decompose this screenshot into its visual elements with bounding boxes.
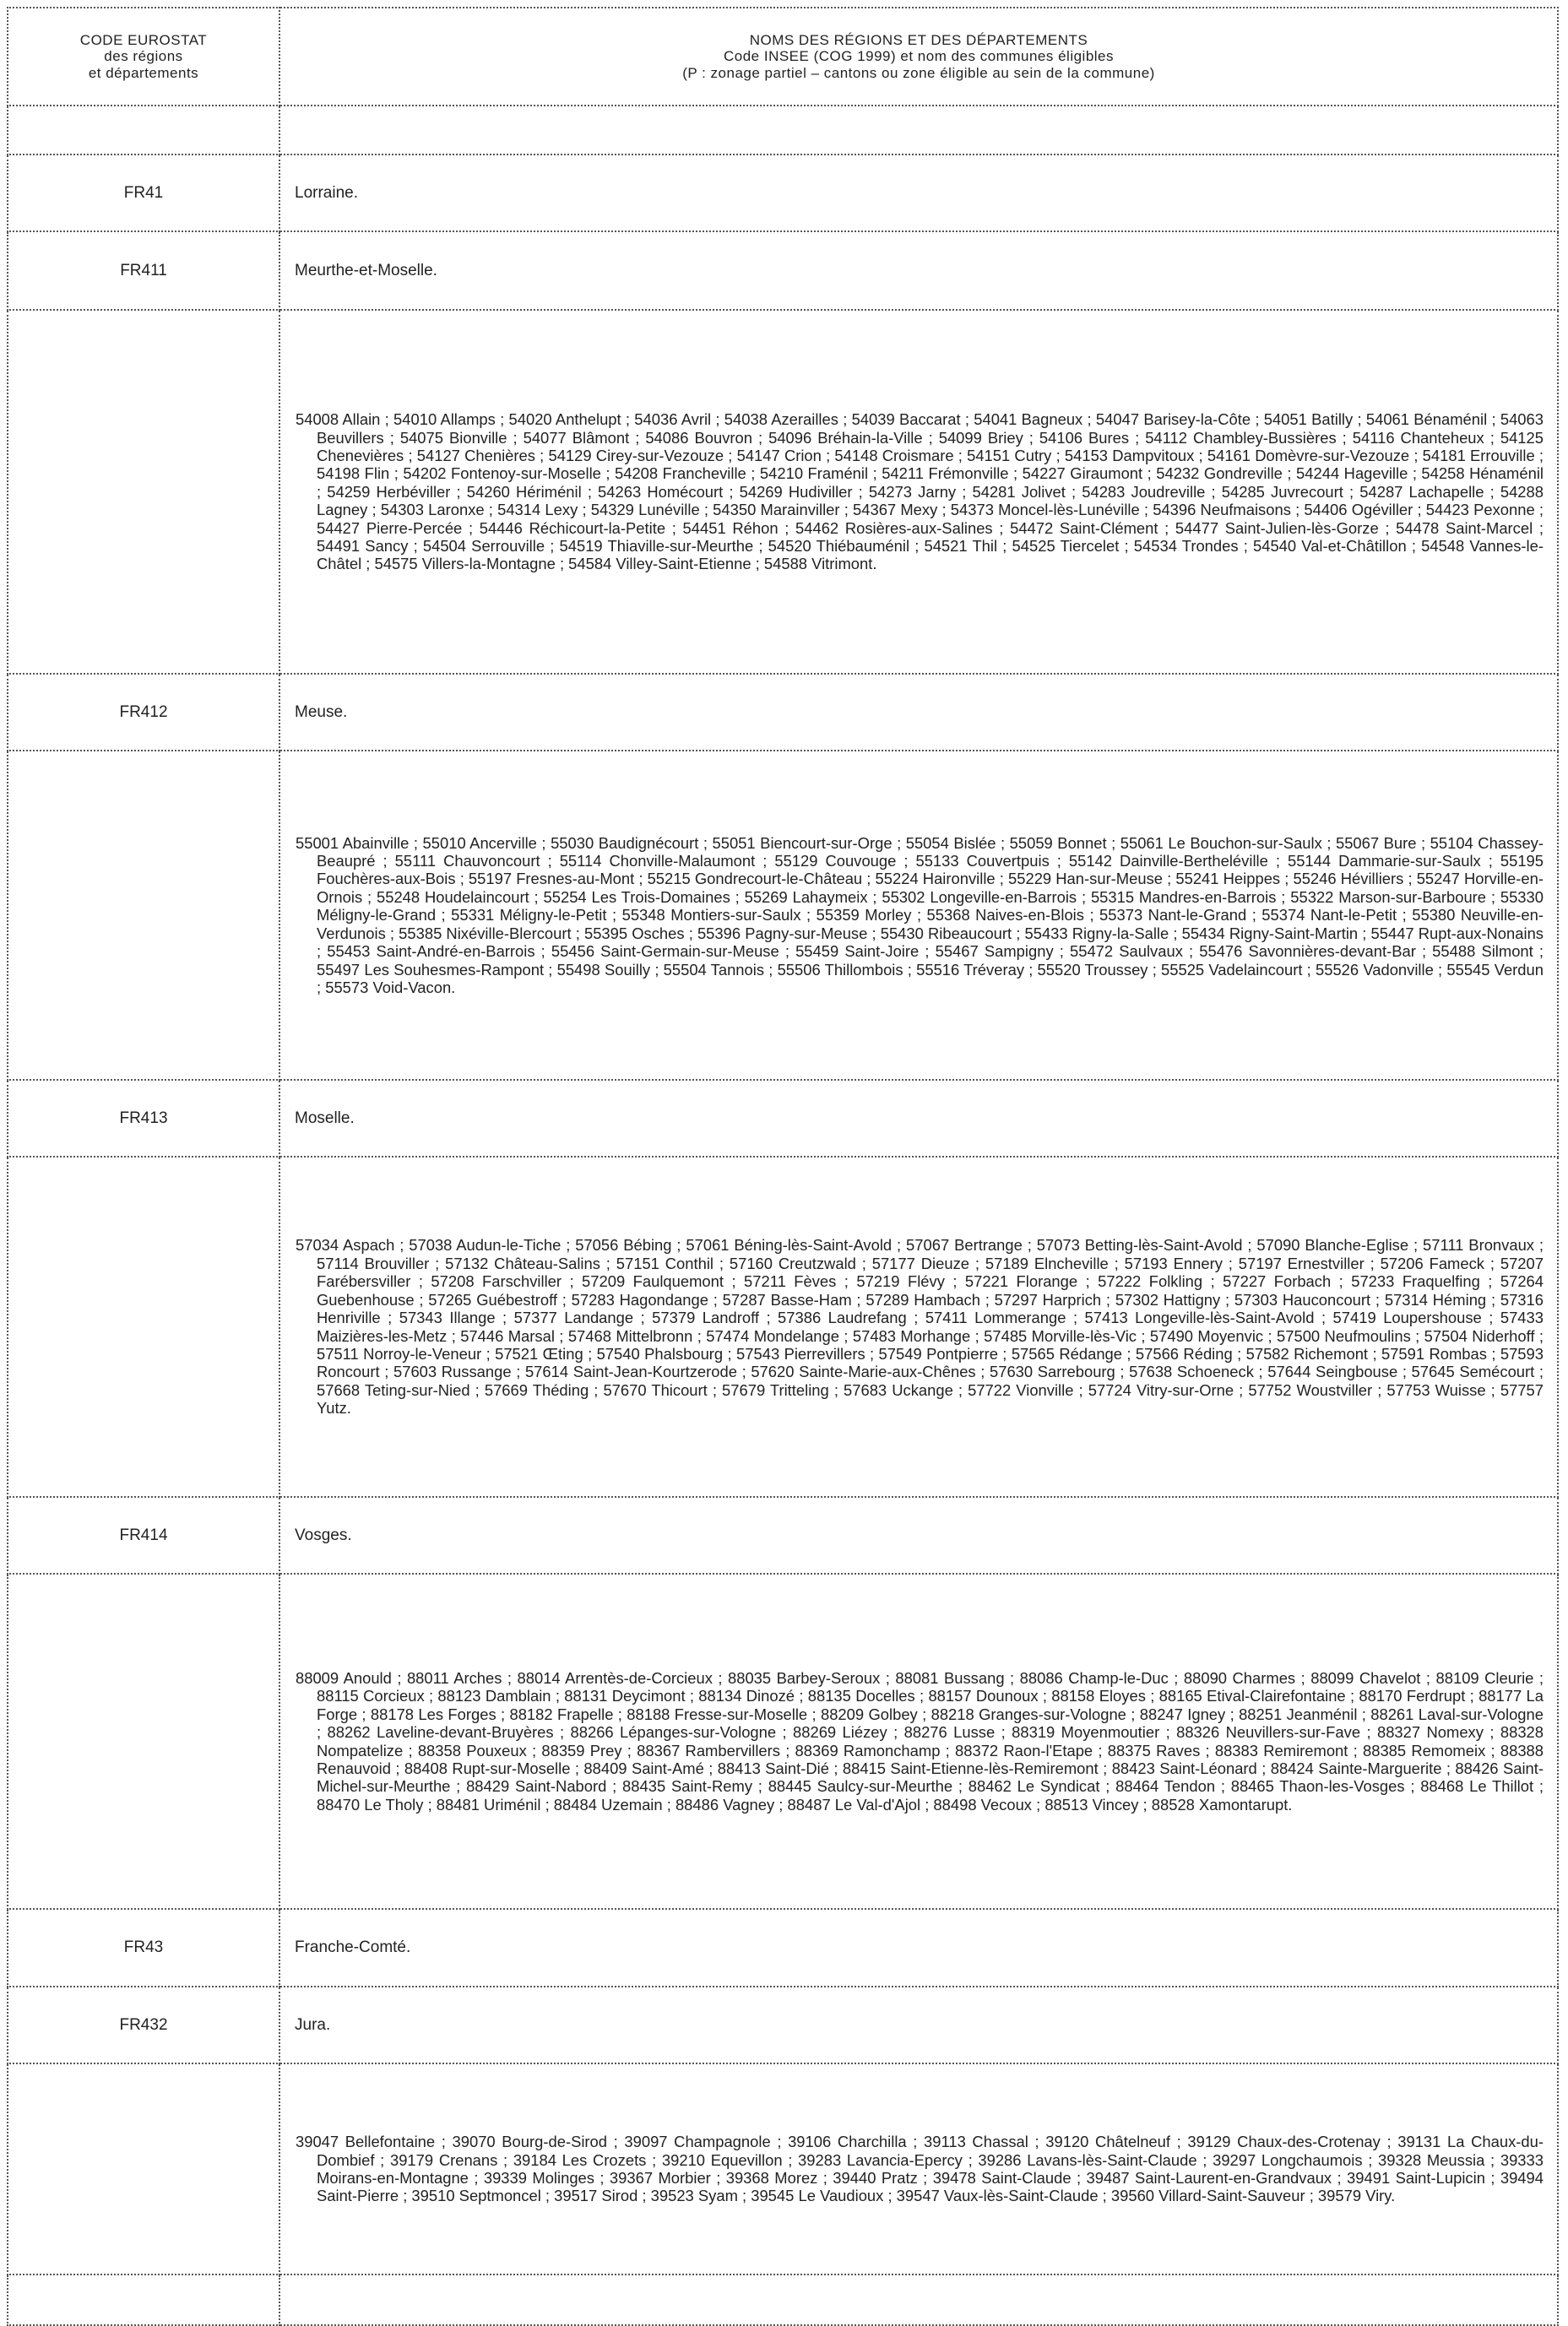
department-name: Meurthe-et-Moselle. (279, 231, 1558, 310)
eurostat-code: FR414 (8, 1497, 279, 1574)
table-row (8, 1574, 1558, 1909)
table-row (8, 751, 1558, 1080)
header-code-line: des régions (104, 48, 183, 65)
communes-list (279, 751, 1558, 1080)
header-code-line: CODE EUROSTAT (79, 31, 208, 48)
header-names-line: NOMS DES RÉGIONS ET DES DÉPARTEMENTS (749, 31, 1088, 48)
communes-text: 39047 Bellefontaine ; 39070 Bourg-de-Sirod ; 39097 Champagnole ; 39106 Charchilla ; 39113 Chassal ; 39120 Châtelneuf ; 39129 Chaux-des-Crotenay ; 39131 La Chaux-du-Dombief ; 39179 Crenans ; 39184 Les Crozets ; 39210 Equevillon ; 39283 Lavancia-Epercy ; 39286 Lavans-lès-Saint-Claude ; 39297 Longchaumois ; 39328 Meussia ; 39333 Moirans-en-Montagne ; 39339 Molinges ; 39367 Morbier ; 39368 Morez ; 39440 Pratz ; 39478 Saint-Claude ; 39487 Saint-Laurent-en-Grandvaux ; 39491 Saint-Lupicin ; 39494 Saint-Pierre ; 39510 Septmoncel ; 39517 Sirod ; 39523 Syam ; 39545 Le Vaudioux ; 39547 Vaux-lès-Saint-Claude ; 39560 Villard-Saint-Sauveur ; 39579 Viry. (296, 2133, 1544, 2205)
spacer-row (8, 2274, 1558, 2325)
eurostat-code: FR412 (8, 674, 279, 751)
table-row (8, 1080, 1558, 1157)
communes-list (279, 310, 1558, 674)
region-name: Lorraine. (279, 155, 1558, 231)
department-name: Moselle. (279, 1080, 1558, 1157)
communes-list (279, 2063, 1558, 2274)
communes-list (279, 1574, 1558, 1909)
department-name: Vosges. (279, 1497, 1558, 1574)
spacer-row (8, 106, 1558, 155)
table-row (8, 2063, 1558, 2274)
table-row (8, 1497, 1558, 1574)
communes-text: 55001 Abainville ; 55010 Ancerville ; 55030 Baudignécourt ; 55051 Biencourt-sur-Orge ; 55054 Bislée ; 55059 Bonnet ; 55061 Le Bouchon-sur-Saulx ; 55067 Bure ; 55104 Chassey-Beaupré ; 55111 Chauvoncourt ; 55114 Chonville-Malaumont ; 55129 Couvouge ; 55133 Couvertpuis ; 55142 Dainville-Bertheléville ; 55144 Dammarie-sur-Saulx ; 55195 Fouchères-aux-Bois ; 55197 Fresnes-au-Mont ; 55215 Gondrecourt-le-Château ; 55224 Haironville ; 55229 Han-sur-Meuse ; 55241 Heippes ; 55246 Hévilliers ; 55247 Horville-en-Ornois ; 55248 Houdelaincourt ; 55254 Les Trois-Domaines ; 55269 Lahaymeix ; 55302 Longeville-en-Barrois ; 55315 Mandres-en-Barrois ; 55322 Marson-sur-Barboure ; 55330 Méligny-le-Grand ; 55331 Méligny-le-Petit ; 55348 Montiers-sur-Saulx ; 55359 Morley ; 55368 Naives-en-Blois ; 55373 Nant-le-Grand ; 55374 Nant-le-Petit ; 55380 Neuville-en-Verdunois ; 55385 Nixéville-Blercourt ; 55395 Osches ; 55396 Pagny-sur-Meuse ; 55430 Ribeaucourt ; 55433 Rigny-la-Salle ; 55434 Rigny-Saint-Martin ; 55447 Rupt-aux-Nonains ; 55453 Saint-André-en-Barrois ; 55456 Saint-Germain-sur-Meuse ; 55459 Saint-Joire ; 55467 Sampigny ; 55472 Saulvaux ; 55476 Savonnières-devant-Bar ; 55488 Silmont ; 55497 Les Souhesmes-Rampont ; 55498 Souilly ; 55504 Tannois ; 55506 Thillombois ; 55516 Tréveray ; 55520 Troussey ; 55525 Vadelaincourt ; 55526 Vadonville ; 55545 Verdun ; 55573 Void-Vacon. (296, 833, 1544, 996)
eurostat-code: FR411 (8, 231, 279, 310)
table-header-row (8, 8, 1558, 106)
header-names-line: Code INSEE (COG 1999) et nom des communes éligibles (723, 48, 1115, 65)
eurostat-code: FR41 (8, 155, 279, 231)
header-names-line: (P : zonage partiel – cantons ou zone éligible au sein de la commune) (682, 64, 1155, 81)
table-row (8, 310, 1558, 674)
communes-text: 57034 Aspach ; 57038 Audun-le-Tiche ; 57056 Bébing ; 57061 Béning-lès-Saint-Avold ; 57067 Bertrange ; 57073 Betting-lès-Saint-Avold ; 57090 Blanche-Eglise ; 57111 Bronvaux ; 57114 Brouviller ; 57132 Château-Salins ; 57151 Conthil ; 57160 Creutzwald ; 57177 Dieuze ; 57189 Elncheville ; 57193 Ennery ; 57197 Ernestviller ; 57206 Fameck ; 57207 Farébersviller ; 57208 Farschviller ; 57209 Faulquemont ; 57211 Fèves ; 57219 Flévy ; 57221 Florange ; 57222 Folkling ; 57227 Forbach ; 57233 Fraquelfing ; 57264 Guebenhouse ; 57265 Guébestroff ; 57283 Hagondange ; 57287 Basse-Ham ; 57289 Hambach ; 57297 Harprich ; 57302 Hattigny ; 57303 Hauconcourt ; 57314 Héming ; 57316 Henriville ; 57343 Illange ; 57377 Landange ; 57379 Landroff ; 57386 Laudrefang ; 57411 Lommerange ; 57413 Longeville-lès-Saint-Avold ; 57419 Loupershouse ; 57433 Maizières-les-Metz ; 57446 Marsal ; 57468 Mittelbronn ; 57474 Mondelange ; 57483 Morhange ; 57485 Morville-lès-Vic ; 57490 Moyenvic ; 57500 Neufmoulins ; 57504 Niderhoff ; 57511 Norroy-le-Veneur ; 57521 Œting ; 57540 Phalsbourg ; 57543 Pierrevillers ; 57549 Pontpierre ; 57565 Rédange ; 57566 Réding ; 57582 Richemont ; 57591 Rombas ; 57593 Roncourt ; 57603 Russange ; 57614 Saint-Jean-Kourtzerode ; 57620 Sainte-Marie-aux-Chênes ; 57630 Sarrebourg ; 57638 Schoeneck ; 57644 Seingbouse ; 57645 Semécourt ; 57668 Teting-sur-Nied ; 57669 Théding ; 57670 Thicourt ; 57679 Tritteling ; 57683 Uckange ; 57722 Vionville ; 57724 Vitry-sur-Orne ; 57752 Woustviller ; 57753 Wuisse ; 57757 Yutz. (296, 1236, 1544, 1418)
header-names-column (279, 8, 1558, 106)
department-name: Meuse. (279, 674, 1558, 751)
eurostat-code: FR432 (8, 1987, 279, 2063)
eurostat-code: FR413 (8, 1080, 279, 1157)
header-code-line: et départements (88, 64, 199, 81)
table-row (8, 155, 1558, 231)
eligibility-table (7, 7, 1559, 2326)
header-code-column (8, 8, 279, 106)
communes-text: 88009 Anould ; 88011 Arches ; 88014 Arrentès-de-Corcieux ; 88035 Barbey-Seroux ; 88081 Bussang ; 88086 Champ-le-Duc ; 88090 Charmes ; 88099 Chavelot ; 88109 Cleurie ; 88115 Corcieux ; 88123 Damblain ; 88131 Deycimont ; 88134 Dinozé ; 88135 Docelles ; 88157 Dounoux ; 88158 Eloyes ; 88165 Etival-Clairefontaine ; 88170 Ferdrupt ; 88177 La Forge ; 88178 Les Forges ; 88182 Frapelle ; 88188 Fresse-sur-Moselle ; 88209 Golbey ; 88218 Granges-sur-Vologne ; 88247 Igney ; 88251 Jeanménil ; 88261 Laval-sur-Vologne ; 88262 Laveline-devant-Bruyères ; 88266 Lépanges-sur-Vologne ; 88269 Liézey ; 88276 Lusse ; 88319 Moyenmoutier ; 88326 Neuvillers-sur-Fave ; 88327 Nomexy ; 88328 Nompatelize ; 88358 Pouxeux ; 88359 Prey ; 88367 Rambervillers ; 88369 Ramonchamp ; 88372 Raon-l'Etape ; 88375 Raves ; 88383 Remiremont ; 88385 Remomeix ; 88388 Renauvoid ; 88408 Rupt-sur-Moselle ; 88409 Saint-Amé ; 88413 Saint-Dié ; 88415 Saint-Etienne-lès-Remiremont ; 88423 Saint-Léonard ; 88424 Sainte-Marguerite ; 88426 Saint-Michel-sur-Meurthe ; 88429 Saint-Nabord ; 88435 Saint-Remy ; 88445 Saulcy-sur-Meurthe ; 88462 Le Syndicat ; 88464 Tendon ; 88465 Thaon-les-Vosges ; 88468 Le Thillot ; 88470 Le Tholy ; 88481 Uriménil ; 88484 Uzemain ; 88486 Vagney ; 88487 Le Val-d'Ajol ; 88498 Vecoux ; 88513 Vincey ; 88528 Xamontarupt. (296, 1668, 1544, 1814)
table-row (8, 1909, 1558, 1987)
table-row (8, 231, 1558, 310)
department-name: Jura. (279, 1987, 1558, 2063)
region-name: Franche-Comté. (279, 1909, 1558, 1987)
table-row (8, 1987, 1558, 2063)
table-row (8, 1157, 1558, 1497)
communes-text: 54008 Allain ; 54010 Allamps ; 54020 Anthelupt ; 54036 Avril ; 54038 Azerailles ; 54039 Baccarat ; 54041 Bagneux ; 54047 Barisey-la-Côte ; 54051 Batilly ; 54061 Bénaménil ; 54063 Beuvillers ; 54075 Bionville ; 54077 Blâmont ; 54086 Bouvron ; 54096 Bréhain-la-Ville ; 54099 Briey ; 54106 Bures ; 54112 Chambley-Bussières ; 54116 Chanteheux ; 54125 Chenevières ; 54127 Chenières ; 54129 Cirey-sur-Vezouze ; 54147 Crion ; 54148 Croismare ; 54151 Cutry ; 54153 Dampvitoux ; 54161 Domèvre-sur-Vezouze ; 54181 Errouville ; 54198 Flin ; 54202 Fontenoy-sur-Moselle ; 54208 Francheville ; 54210 Framénil ; 54211 Frémonville ; 54227 Giraumont ; 54232 Gondreville ; 54244 Hageville ; 54258 Hénaménil ; 54259 Herbéviller ; 54260 Hériménil ; 54263 Homécourt ; 54269 Hudiviller ; 54273 Jarny ; 54281 Jolivet ; 54283 Joudreville ; 54285 Juvrecourt ; 54287 Lachapelle ; 54288 Lagney ; 54303 Laronxe ; 54314 Lexy ; 54329 Lunéville ; 54350 Marainviller ; 54367 Mexy ; 54373 Moncel-lès-Lunéville ; 54396 Neufmaisons ; 54406 Ogéviller ; 54423 Pexonne ; 54427 Pierre-Percée ; 54446 Réchicourt-la-Petite ; 54451 Réhon ; 54462 Rosières-aux-Salines ; 54472 Saint-Clément ; 54477 Saint-Julien-lès-Gorze ; 54478 Saint-Marcel ; 54491 Sancy ; 54504 Serrouville ; 54519 Thiaville-sur-Meurthe ; 54520 Thiébauménil ; 54521 Thil ; 54525 Tiercelet ; 54534 Trondes ; 54540 Val-et-Châtillon ; 54548 Vannes-le-Châtel ; 54575 Villers-la-Montagne ; 54584 Villey-Saint-Etienne ; 54588 Vitrimont. (296, 410, 1544, 573)
communes-list (279, 1157, 1558, 1497)
eurostat-code: FR43 (8, 1909, 279, 1987)
table-row (8, 674, 1558, 751)
